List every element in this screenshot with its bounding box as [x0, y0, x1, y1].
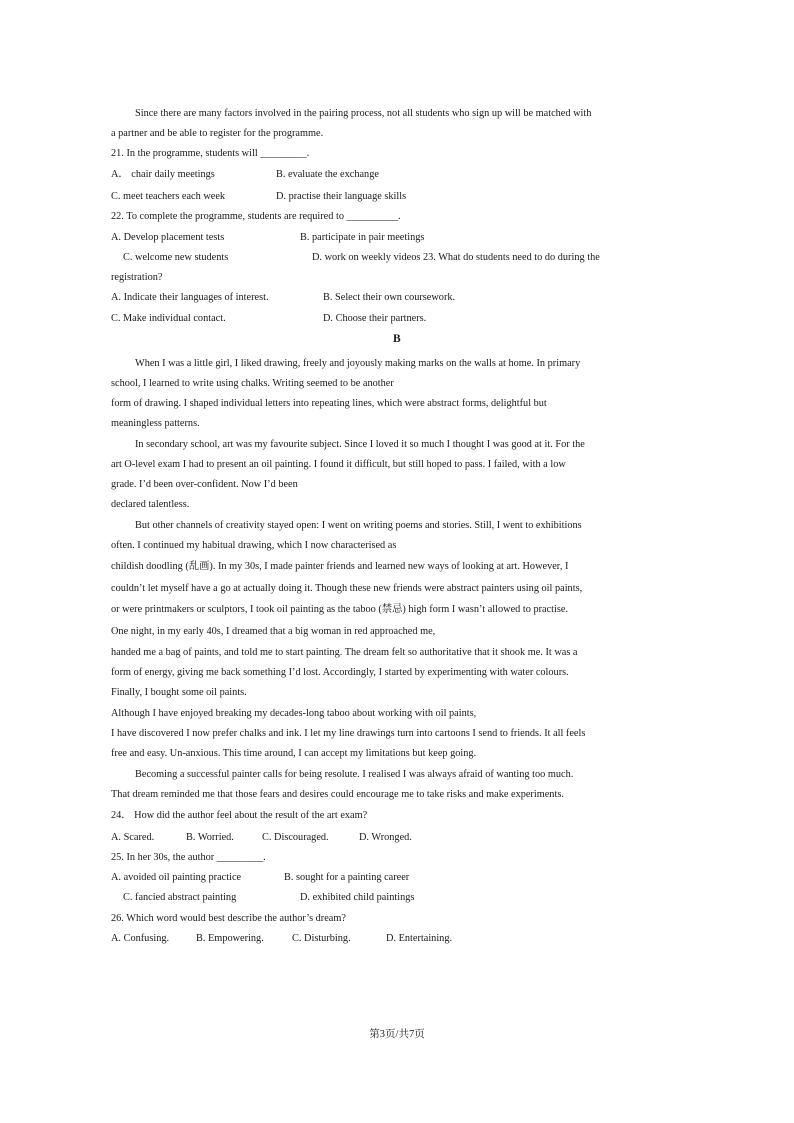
- question-25-option-c: C. fancied abstract painting: [123, 892, 237, 903]
- question-25-option-d: D. exhibited child paintings: [300, 892, 415, 903]
- passage-b-line: meaningless patterns.: [111, 418, 200, 429]
- question-22-option-d: D. work on weekly videos 23. What do students need to do during the: [312, 252, 600, 263]
- question-25-stem: 25. In her 30s, the author _________.: [111, 852, 266, 863]
- passage-a-line: Since there are many factors involved in the pairing process, not all students who sign up will be matched with: [135, 108, 592, 119]
- passage-b-line: That dream reminded me that those fears and desires could encourage me to take risks and make experiments.: [111, 789, 564, 800]
- passage-b-line: art O-level exam I had to present an oil painting. I found it difficult, but still hoped to pass. I failed, with a low: [111, 459, 566, 470]
- question-21-option-a: A． chair daily meetings: [111, 169, 215, 180]
- question-24-option-d: D. Wronged.: [359, 832, 412, 843]
- passage-a-line: a partner and be able to register for the programme.: [111, 128, 324, 139]
- question-21-option-c: C. meet teachers each week: [111, 191, 226, 202]
- passage-b-line: couldn’t let myself have a go at actually doing it. Though these new friends were abstract painters using oil paints,: [111, 583, 583, 594]
- section-b-title: B: [393, 333, 401, 345]
- question-22-option-a: A. Develop placement tests: [111, 232, 225, 243]
- page-number-footer: 第3页/共7页: [369, 1029, 425, 1040]
- passage-b-line: free and easy. Un-anxious. This time around, I can accept my limitations but keep going.: [111, 748, 477, 759]
- passage-b-line: or were printmakers or sculptors, I took oil painting as the taboo (禁忌) high form I wasn’t allowed to practise.: [111, 604, 569, 615]
- passage-b-line: declared talentless.: [111, 499, 190, 510]
- passage-b-line: Although I have enjoyed breaking my decades-long taboo about working with oil paints,: [111, 708, 477, 719]
- question-24-option-c: C. Discouraged.: [262, 832, 329, 843]
- question-21-option-b: B. evaluate the exchange: [276, 169, 379, 180]
- question-24-option-a: A. Scared.: [111, 832, 155, 843]
- question-22-option-b: B. participate in pair meetings: [300, 232, 425, 243]
- question-22-stem: 22. To complete the programme, students are required to __________.: [111, 211, 401, 222]
- passage-b-line: I have discovered I now prefer chalks and ink. I let my line drawings turn into cartoons I send to friends. It all feels: [111, 728, 586, 739]
- question-25-option-a: A. avoided oil painting practice: [111, 872, 242, 883]
- question-24-option-b: B. Worried.: [186, 832, 234, 843]
- passage-b-line: In secondary school, art was my favourite subject. Since I loved it so much I thought I was good at it. For the: [135, 439, 585, 450]
- question-26-stem: 26. Which word would best describe the author’s dream?: [111, 913, 346, 924]
- question-23-option-b: B. Select their own coursework.: [323, 292, 456, 303]
- question-24-stem: 24． How did the author feel about the result of the art exam?: [111, 810, 368, 821]
- question-26-option-b: B. Empowering.: [196, 933, 264, 944]
- question-26-option-d: D. Entertaining.: [386, 933, 453, 944]
- question-21-option-d: D. practise their language skills: [276, 191, 407, 202]
- question-21-stem: 21. In the programme, students will _________.: [111, 148, 310, 159]
- question-25-option-b: B. sought for a painting career: [284, 872, 410, 883]
- question-22-option-c: C. welcome new students: [123, 252, 229, 263]
- question-23-option-a: A. Indicate their languages of interest.: [111, 292, 269, 303]
- passage-b-line: childish doodling (乱画). In my 30s, I made painter friends and learned new ways of looking at art. However, I: [111, 561, 569, 572]
- question-26-option-c: C. Disturbing.: [292, 933, 351, 944]
- passage-b-line: Becoming a successful painter calls for being resolute. I realised I was always afraid of wanting too much.: [135, 769, 574, 780]
- passage-b-line: grade. I’d been over-confident. Now I’d been: [111, 479, 298, 490]
- question-23-option-d: D. Choose their partners.: [323, 313, 427, 324]
- passage-b-line: But other channels of creativity stayed open: I went on writing poems and stories. Still, I went to exhibitions: [135, 520, 582, 531]
- passage-b-line: form of drawing. I shaped individual letters into repeating lines, which were abstract forms, delightful but: [111, 398, 547, 409]
- passage-b-line: school, I learned to write using chalks. Writing seemed to be another: [111, 378, 394, 389]
- question-26-option-a: A. Confusing.: [111, 933, 170, 944]
- passage-b-line: One night, in my early 40s, I dreamed that a big woman in red approached me,: [111, 626, 436, 637]
- question-23-stem-continuation: registration?: [111, 272, 163, 283]
- passage-b-line: form of energy, giving me back something I’d lost. Accordingly, I started by experimenting with water colours.: [111, 667, 569, 678]
- passage-b-line: handed me a bag of paints, and told me to start painting. The dream felt so authoritative that it shook me. It was a: [111, 647, 578, 658]
- question-23-option-c: C. Make individual contact.: [111, 313, 226, 324]
- passage-b-line: Finally, I bought some oil paints.: [111, 687, 247, 698]
- passage-b-line: often. I continued my habitual drawing, which I now characterised as: [111, 540, 397, 551]
- passage-b-line: When I was a little girl, I liked drawing, freely and joyously making marks on the walls at home. In primary: [135, 358, 581, 369]
